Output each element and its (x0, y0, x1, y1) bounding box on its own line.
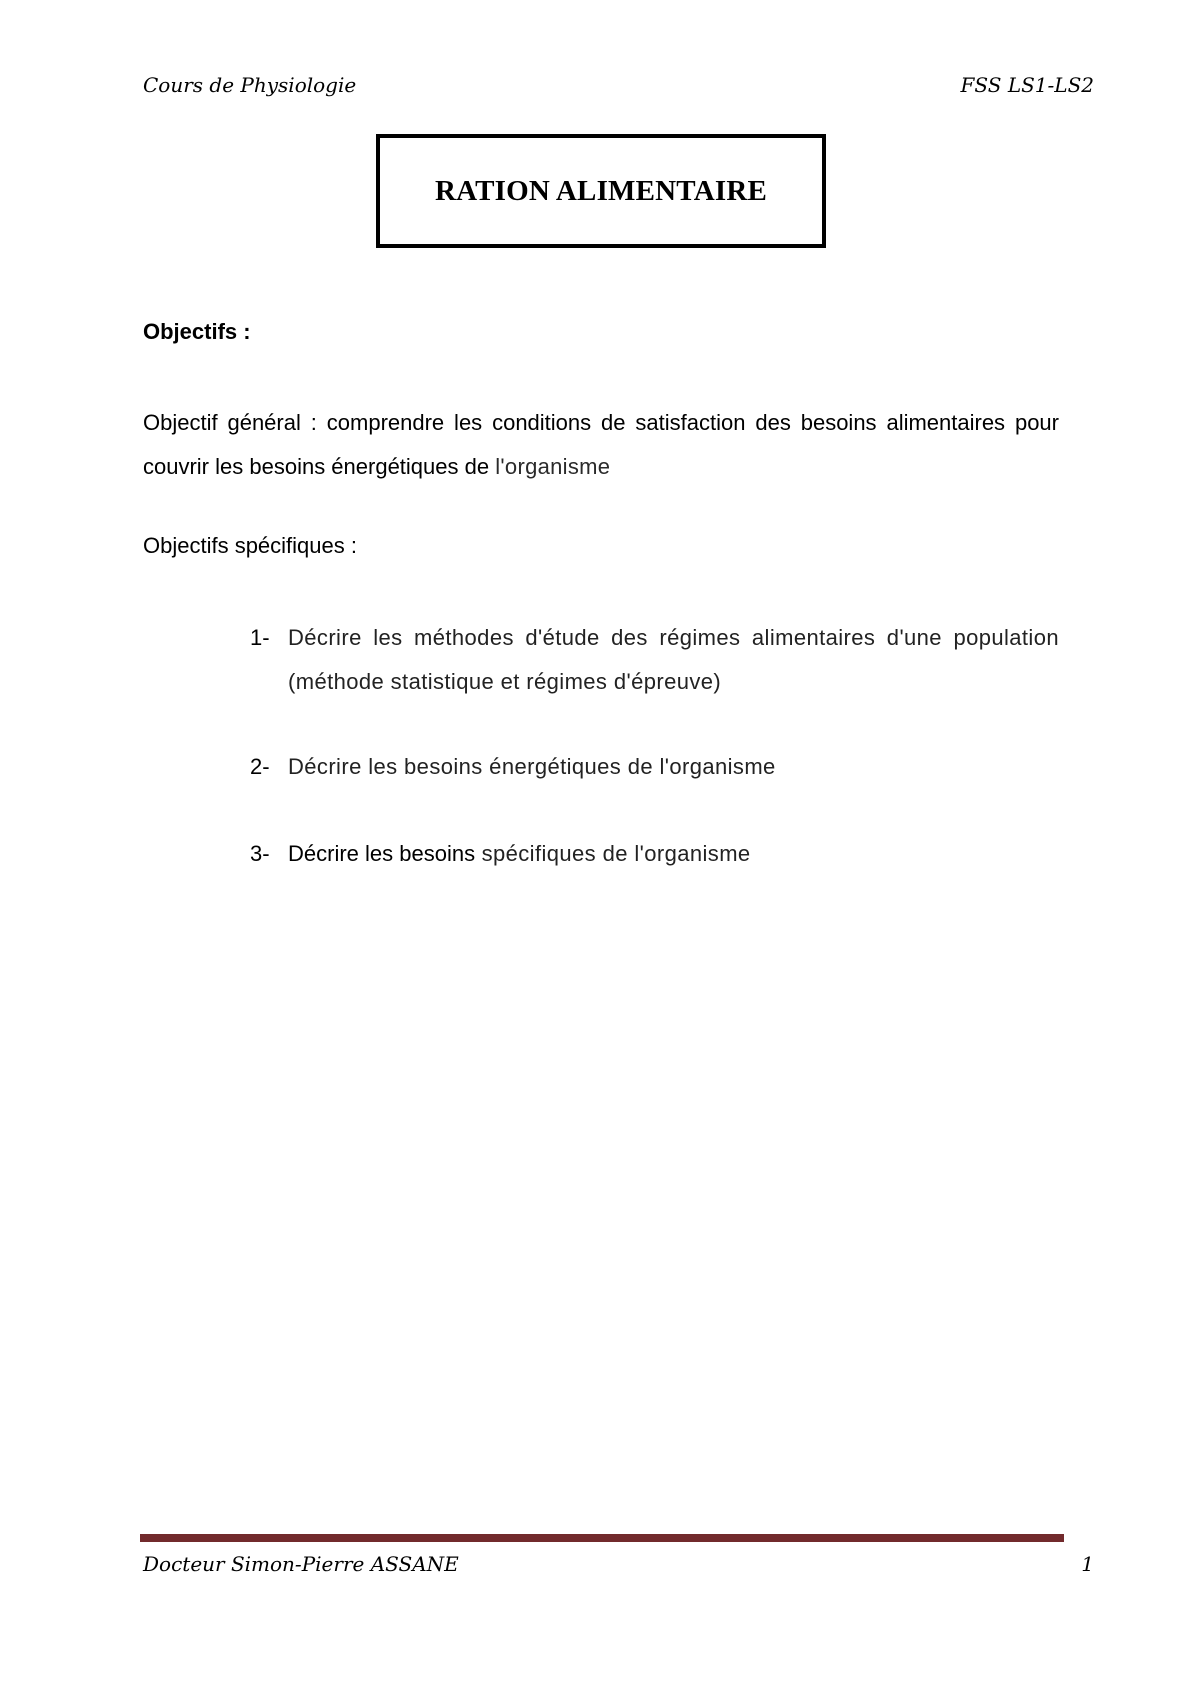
footer-rule (140, 1534, 1064, 1542)
document-title: RATION ALIMENTAIRE (434, 174, 768, 207)
list-item-number: 3- (250, 841, 270, 866)
general-objective-tail: l'organisme (495, 454, 611, 479)
footer-author: Docteur Simon-Pierre ASSANE (143, 1552, 459, 1576)
list-item-text: Décrire les besoins énergétiques de l'organisme (288, 754, 776, 779)
specific-objectives-heading: Objectifs spécifiques : (143, 533, 357, 558)
general-objective-text: Objectif général : comprendre les conditions de satisfaction des besoins alimentaires pour couvrir les besoins énergétiques de (143, 410, 1059, 479)
objectives-heading: Objectifs : (143, 319, 251, 344)
header-course-title: Cours de Physiologie (143, 73, 357, 97)
list-item-number: 1- (250, 625, 270, 650)
general-objective (143, 401, 1059, 489)
list-item (250, 745, 1059, 789)
page-number: 1 (1081, 1552, 1094, 1576)
list-item-text-container (288, 832, 1059, 876)
list-item-text: Décrire les méthodes d'étude des régimes alimentaires d'une population (méthode statistique et régimes d'épreuve) (288, 625, 1059, 694)
header-class-code: FSS LS1-LS2 (960, 73, 1094, 97)
title-box (376, 134, 826, 248)
list-item-number: 2- (250, 754, 270, 779)
list-item-lead: Décrire les besoins (288, 841, 476, 866)
list-item (250, 616, 1059, 704)
list-item (250, 832, 1059, 876)
list-item-text: spécifiques de l'organisme (475, 841, 751, 866)
